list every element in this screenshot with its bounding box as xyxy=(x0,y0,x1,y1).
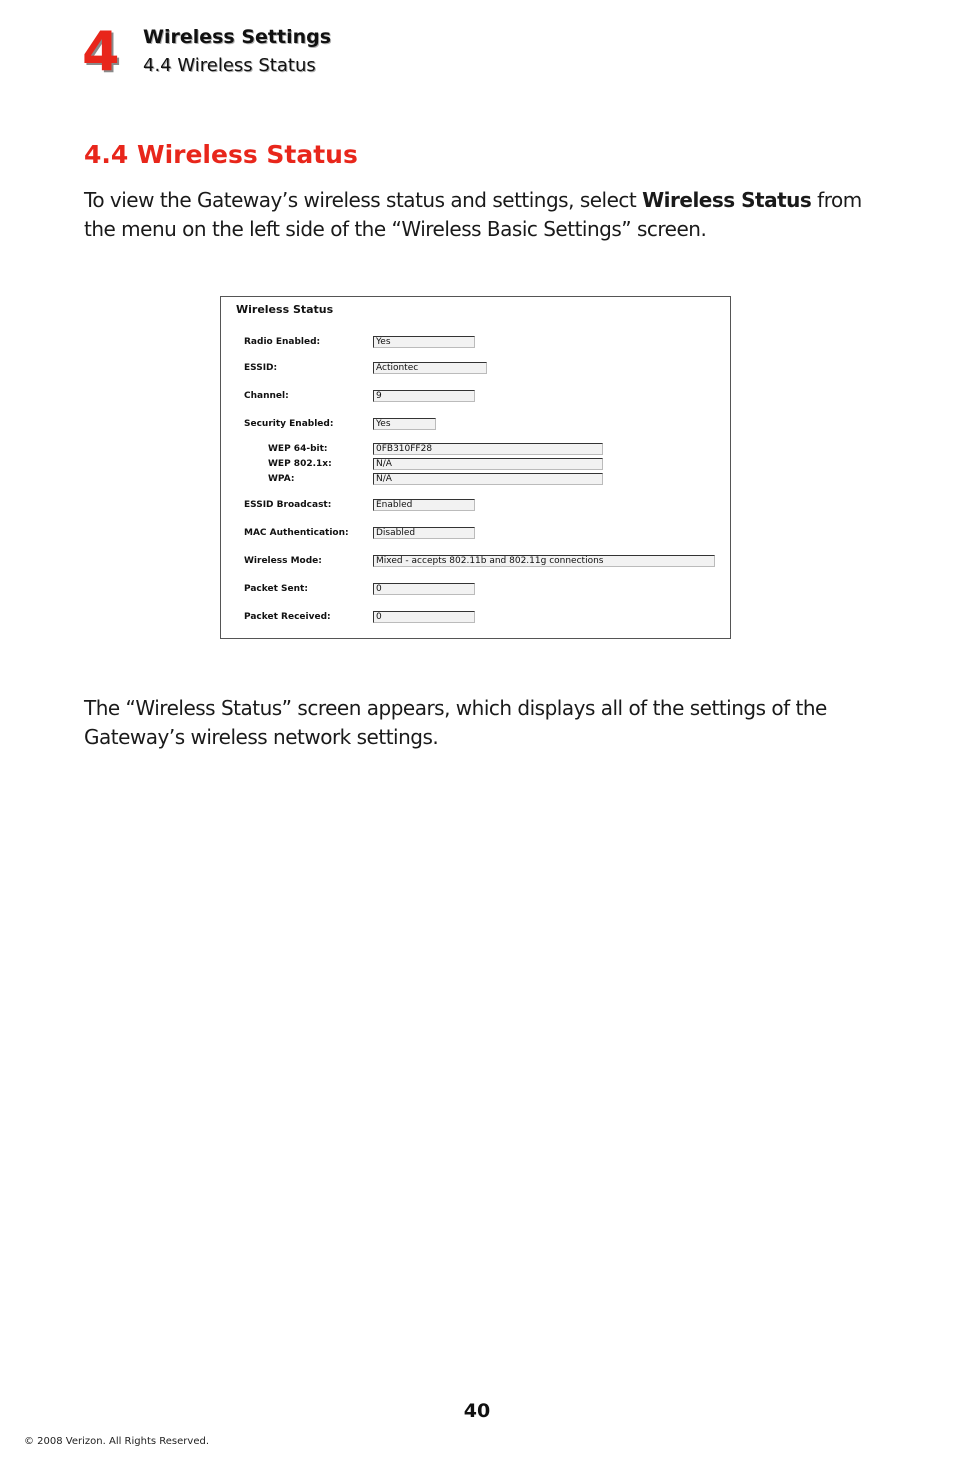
field-label-packet-received: Packet Received: xyxy=(244,612,331,622)
screenshot-title: Wireless Status xyxy=(236,303,334,316)
field-label-essid: ESSID: xyxy=(244,363,278,373)
field-value-wep-802-1x: N/A xyxy=(373,458,603,470)
intro-paragraph xyxy=(84,186,864,244)
field-value-security-enabled: Yes xyxy=(373,418,436,430)
chapter-title: Wireless Settings xyxy=(143,26,332,48)
field-label-essid-broadcast: ESSID Broadcast: xyxy=(244,500,332,510)
field-value-radio-enabled: Yes xyxy=(373,336,475,348)
section-subtitle: 4.4 Wireless Status xyxy=(143,55,316,76)
field-label-mac-authentication: MAC Authentication: xyxy=(244,528,349,538)
field-label-wireless-mode: Wireless Mode: xyxy=(244,556,322,566)
field-value-channel: 9 xyxy=(373,390,475,402)
page-number: 40 xyxy=(463,1400,491,1422)
section-heading: 4.4 Wireless Status xyxy=(84,140,358,169)
copyright-notice: © 2008 Verizon. All Rights Reserved. xyxy=(24,1436,209,1447)
field-label-packet-sent: Packet Sent: xyxy=(244,584,308,594)
intro-text-bold: Wireless Status xyxy=(642,188,812,212)
field-value-wep-64-bit: 0FB310FF28 xyxy=(373,443,603,455)
field-value-packet-sent: 0 xyxy=(373,583,475,595)
field-value-essid-broadcast: Enabled xyxy=(373,499,475,511)
field-label-wpa: WPA: xyxy=(268,474,295,484)
chapter-number: 4 xyxy=(82,20,120,83)
field-value-wpa: N/A xyxy=(373,473,603,485)
wireless-status-screenshot xyxy=(220,296,731,639)
field-label-security-enabled: Security Enabled: xyxy=(244,419,334,429)
field-value-mac-authentication: Disabled xyxy=(373,527,475,539)
field-label-wep-802-1x: WEP 802.1x: xyxy=(268,459,332,469)
field-value-essid: Actiontec xyxy=(373,362,487,374)
field-value-wireless-mode: Mixed - accepts 802.11b and 802.11g connections xyxy=(373,555,715,567)
field-label-radio-enabled: Radio Enabled: xyxy=(244,337,321,347)
field-label-wep-64-bit: WEP 64-bit: xyxy=(268,444,328,454)
outro-paragraph: The “Wireless Status” screen appears, which displays all of the settings of the Gateway’s wireless network settings. xyxy=(84,696,827,749)
field-value-packet-received: 0 xyxy=(373,611,475,623)
intro-text-after: from the menu on the left side of the “Wireless Basic Settings” screen. xyxy=(84,188,862,241)
field-label-channel: Channel: xyxy=(244,391,289,401)
intro-text-before: To view the Gateway’s wireless status and settings, select xyxy=(84,188,643,212)
